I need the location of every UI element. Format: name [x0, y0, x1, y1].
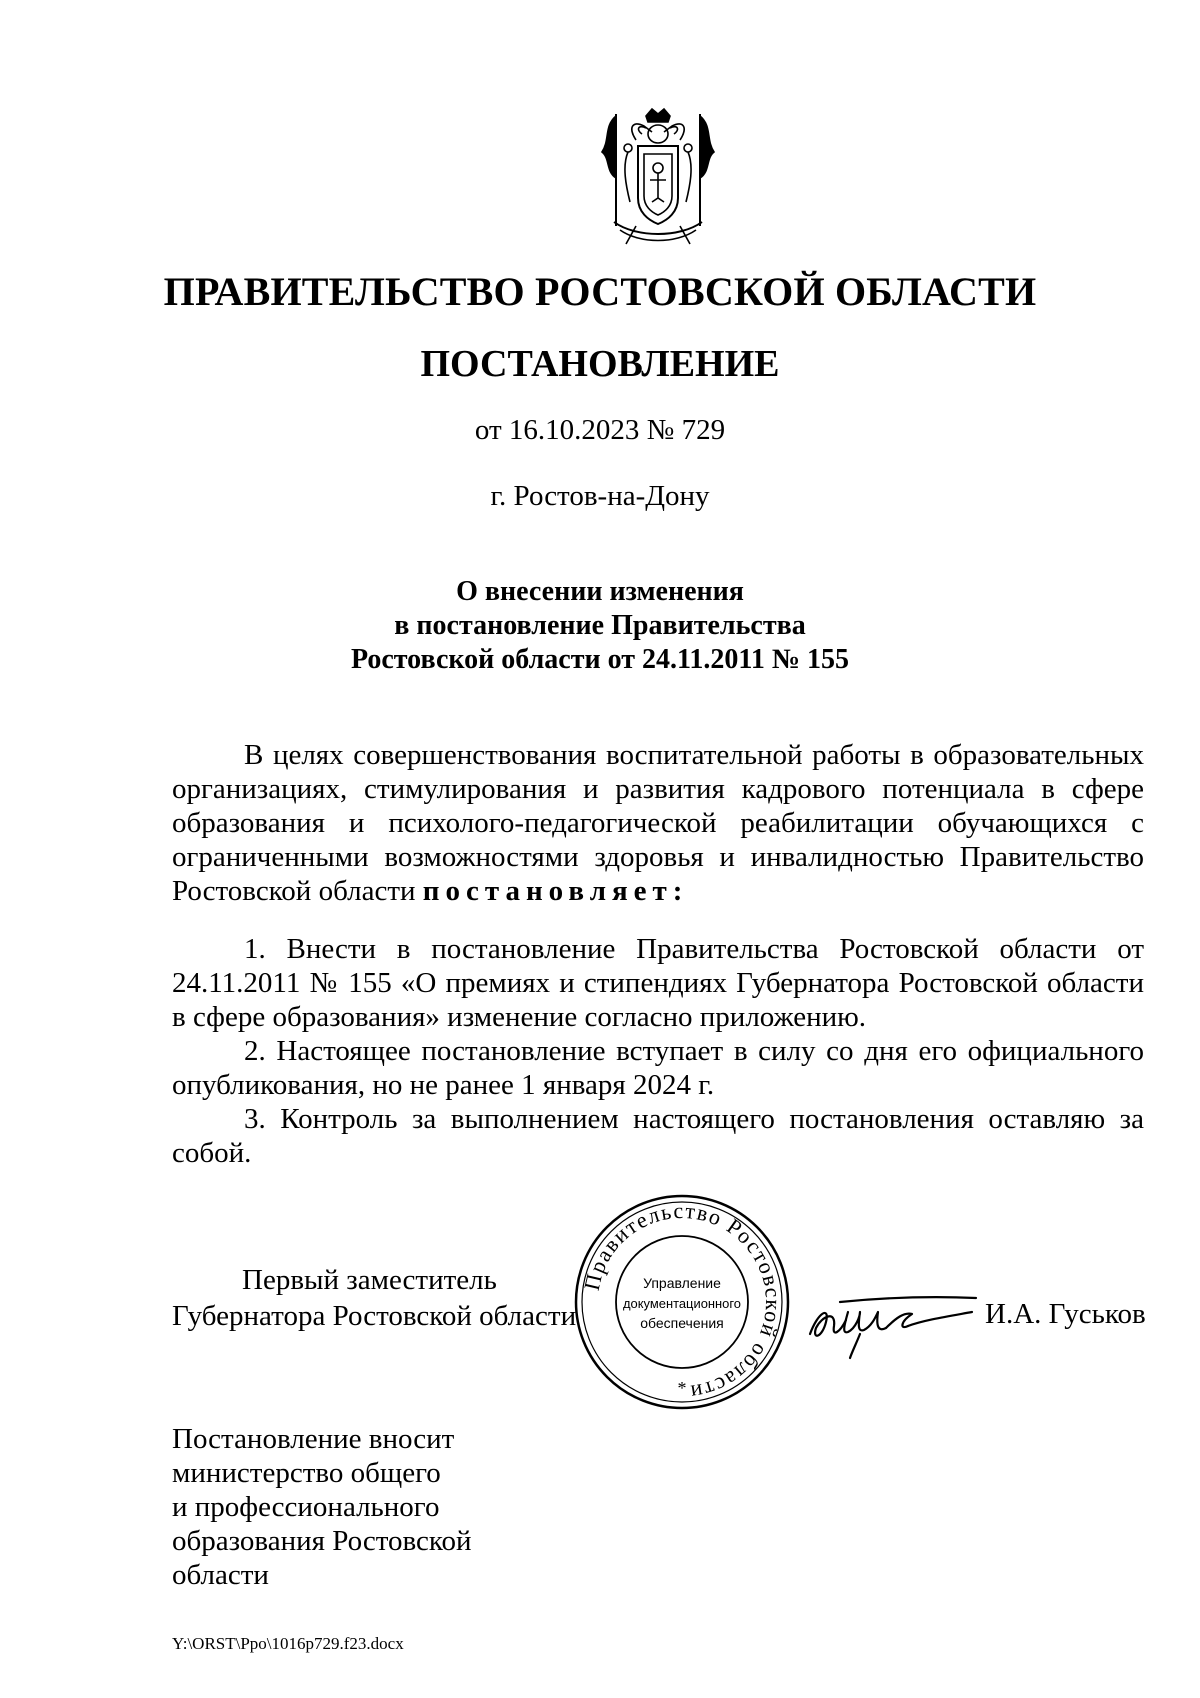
signer-name: И.А. Гуськов	[985, 1298, 1146, 1330]
document-type: ПОСТАНОВЛЕНИЕ	[420, 343, 780, 385]
decree-word: постановляет:	[422, 875, 689, 907]
signer-position	[172, 1262, 576, 1334]
coat-of-arms-icon	[596, 106, 720, 248]
document-city: г. Ростов-на-Дону	[490, 480, 710, 512]
preamble-block	[172, 738, 1144, 908]
organization-title: ПРАВИТЕЛЬСТВО РОСТОВСКОЙ ОБЛАСТИ	[163, 269, 1037, 314]
submitter-line: образования Ростовской	[172, 1525, 472, 1557]
operative-item: 2. Настоящее постановление вступает в силу со дня его официального опубликования, но не ранее 1 января 2024 г.	[172, 1035, 1144, 1101]
preamble-paragraph	[172, 738, 1144, 908]
seal-ring-text: Правительство Ростовской области	[578, 1197, 787, 1406]
submitter-line: и профессионального	[172, 1491, 440, 1523]
operative-item: 1. Внести в постановление Правительства Ростовской области от 24.11.2011 № 155 «О премиях и стипендиях Губернатора Ростовской области в сфере образования» изменение согласно приложению.	[172, 933, 1144, 1033]
handwritten-signature	[800, 1282, 980, 1362]
file-path: Y:\ORST\Ppo\1016p729.f23.docx	[172, 1634, 404, 1653]
submitter-line: области	[172, 1559, 269, 1591]
subject-line: О внесении изменения	[456, 576, 744, 607]
submitter-note	[172, 1422, 472, 1592]
seal-center-line: документационного	[623, 1296, 741, 1311]
submitter-line: министерство общего	[172, 1457, 441, 1489]
document-date-number: от 16.10.2023 № 729	[474, 414, 726, 446]
subject-line: в постановление Правительства	[394, 610, 806, 641]
preamble-text: В целях совершенствования воспитательной работы в образовательных организациях, стимулирования и развития кадрового потенциала в сфере образования и психолого-педагогической реабилитации обучающихся с ограниченными возможностями здоровья и инвалидностью Правительство Ростовской области	[172, 739, 1144, 907]
seal-center-line: обеспечения	[640, 1315, 724, 1331]
official-seal	[570, 1190, 794, 1414]
seal-center-line: Управление	[643, 1275, 721, 1291]
submitter-line: Постановление вносит	[172, 1423, 455, 1455]
operative-item: 3. Контроль за выполнением настоящего постановления оставляю за собой.	[172, 1103, 1144, 1169]
subject-line: Ростовской области от 24.11.2011 № 155	[350, 644, 850, 675]
document-subject	[0, 575, 1200, 677]
signer-position-line: Первый заместитель	[242, 1264, 497, 1296]
operative-items	[172, 932, 1144, 1170]
signer-position-line: Губернатора Ростовской области	[172, 1300, 577, 1332]
svg-text:*: *	[677, 1378, 687, 1398]
